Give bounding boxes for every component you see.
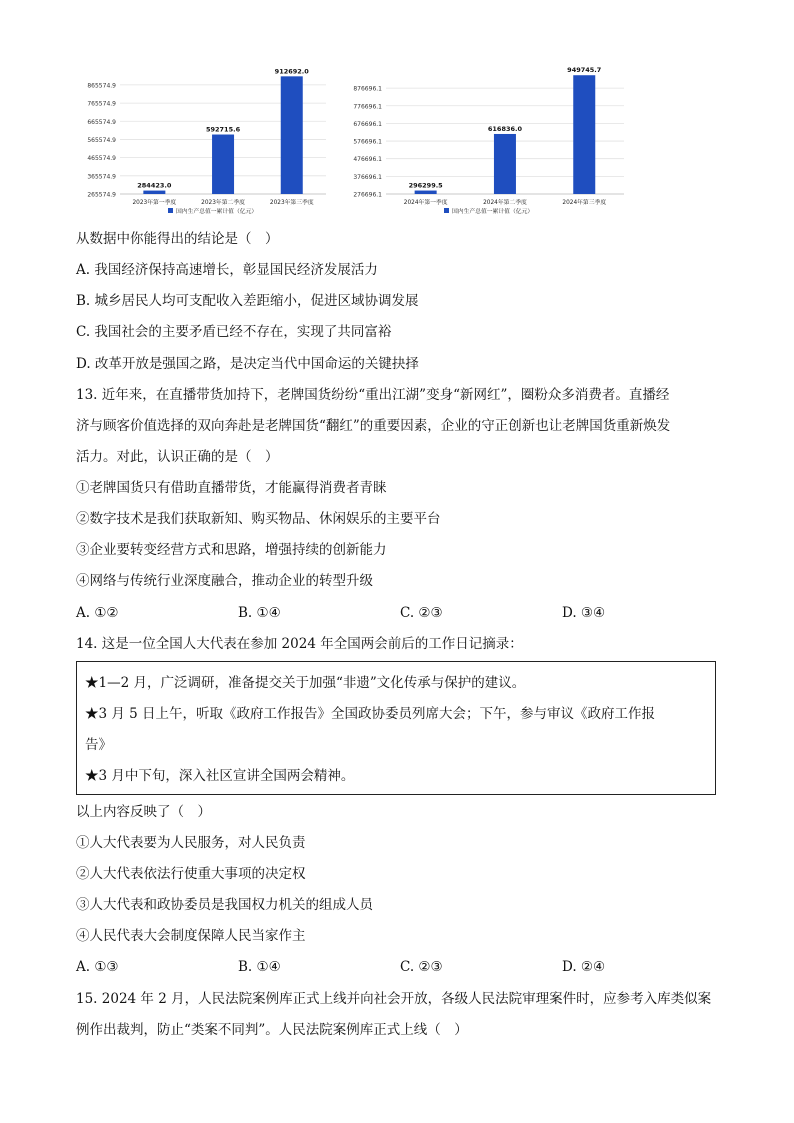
- q14-stem: 14. 这是一位全国人大代表在参加 2024 年全国两会前后的工作日记摘录：: [76, 636, 523, 652]
- y-tick-label: 776696.1: [353, 103, 382, 111]
- x-tick-label: 2024年第三季度: [562, 200, 607, 206]
- y-tick-label: 665574.9: [87, 118, 116, 126]
- q13-item-4: ④网络与传统行业深度融合，推动企业的转型升级: [76, 573, 373, 589]
- data-label: 949745.7: [567, 66, 602, 75]
- gdp-chart-2024: [342, 62, 634, 222]
- q12-option-d: D. 改革开放是强国之路，是决定当代中国命运的关键抉择: [76, 356, 419, 372]
- legend-swatch: [444, 208, 449, 213]
- y-tick-label: 465574.9: [87, 155, 116, 163]
- q12-option-c: C. 我国社会的主要矛盾已经不存在，实现了共同富裕: [76, 324, 392, 340]
- q12-stem: 从数据中你能得出的结论是（ ）: [76, 231, 279, 247]
- data-label: 284423.0: [137, 181, 172, 190]
- bar: [415, 191, 437, 194]
- q14-option-a: A. ①③: [76, 959, 119, 975]
- diary-entry-2-cont: 告》: [85, 737, 112, 753]
- q13-stem-line-1: 13. 近年来，在直播带货加持下，老牌国货纷纷“重出江湖”变身“新网红”，圈粉众多消费者。直播经: [76, 387, 670, 403]
- x-tick-label: 2023年第一季度: [132, 200, 177, 206]
- data-label: 296299.5: [408, 181, 443, 190]
- q14-option-d: D. ②④: [562, 959, 606, 975]
- diary-entry-2: ★3 月 5 日上午，听取《政府工作报告》全国政协委员列席大会；下午，参与审议《政府工作报: [85, 706, 656, 722]
- gdp-chart-2024-svg: [342, 62, 634, 222]
- q14-option-c: C. ②③: [400, 959, 443, 975]
- q13-option-a: A. ①②: [76, 605, 119, 621]
- gdp-chart-2023: [76, 62, 338, 222]
- y-tick-label: 365574.9: [87, 173, 116, 181]
- q14-item-1: ①人大代表要为人民服务，对人民负责: [76, 835, 306, 851]
- q14-item-3: ③人大代表和政协委员是我国权力机关的组成人员: [76, 897, 373, 913]
- q15-stem-line-2: 例作出裁判，防止“类案不同判”。人民法院案例库正式上线（ ）: [76, 1022, 468, 1038]
- gdp-chart-2023-svg: [76, 62, 338, 222]
- q14-item-2: ②人大代表依法行使重大事项的决定权: [76, 866, 306, 882]
- data-label: 616836.0: [487, 124, 523, 133]
- bar: [212, 135, 234, 194]
- x-tick-label: 2023年第三季度: [269, 200, 314, 206]
- q13-stem-line-3: 活力。对此，认识正确的是（ ）: [76, 449, 279, 465]
- q12-option-a: A. 我国经济保持高速增长，彰显国民经济发展活力: [76, 262, 378, 278]
- q12-option-b: B. 城乡居民人均可支配收入差距缩小，促进区域协调发展: [76, 293, 419, 309]
- y-tick-label: 876696.1: [353, 85, 382, 93]
- q14-question: 以上内容反映了（ ）: [76, 804, 211, 820]
- y-tick-label: 565574.9: [87, 136, 116, 144]
- q13-option-b: B. ①④: [238, 605, 281, 621]
- legend-label: 国内生产总值一累计值（亿元）: [176, 209, 258, 215]
- diary-excerpt-box: [76, 661, 716, 795]
- q13-item-3: ③企业要转变经营方式和思路，增强持续的创新能力: [76, 542, 387, 558]
- q13-item-1: ①老牌国货只有借助直播带货，才能赢得消费者青睐: [76, 480, 387, 496]
- data-label: 592715.6: [205, 125, 241, 134]
- y-tick-label: 476696.1: [353, 156, 382, 164]
- y-tick-label: 676696.1: [353, 120, 382, 128]
- q13-option-d: D. ③④: [562, 605, 606, 621]
- y-tick-label: 376696.1: [353, 173, 382, 181]
- diary-entry-3: ★3 月中下旬，深入社区宣讲全国两会精神。: [85, 768, 355, 784]
- y-tick-label: 276696.1: [353, 191, 382, 199]
- y-tick-label: 265574.9: [87, 191, 116, 199]
- q13-option-c: C. ②③: [400, 605, 443, 621]
- data-label: 912692.0: [274, 67, 309, 76]
- bar: [573, 75, 595, 194]
- q15-stem-line-1: 15. 2024 年 2 月，人民法院案例库正式上线并向社会开放，各级人民法院审理案件时，应参考入库类似案: [76, 991, 712, 1007]
- q14-option-b: B. ①④: [238, 959, 281, 975]
- bar: [494, 134, 516, 194]
- legend-swatch: [168, 208, 173, 213]
- x-tick-label: 2023年第二季度: [201, 200, 245, 206]
- y-tick-label: 576696.1: [353, 138, 382, 146]
- legend-label: 国内生产总值一累计值（亿元）: [452, 209, 534, 215]
- y-tick-label: 765574.9: [87, 100, 116, 108]
- q14-item-4: ④人民代表大会制度保障人民当家作主: [76, 928, 306, 944]
- x-tick-label: 2024年第一季度: [403, 200, 448, 206]
- diary-entry-1: ★1—2 月，广泛调研，准备提交关于加强“非遗”文化传承与保护的建议。: [85, 675, 526, 691]
- bar: [281, 76, 303, 194]
- x-tick-label: 2024年第二季度: [483, 200, 527, 206]
- q13-item-2: ②数字技术是我们获取新知、购买物品、休闲娱乐的主要平台: [76, 511, 441, 527]
- y-tick-label: 865574.9: [87, 82, 116, 90]
- bar: [143, 191, 165, 194]
- q13-stem-line-2: 济与顾客价值选择的双向奔赴是老牌国货“翻红”的重要因素，企业的守正创新也让老牌国货重新焕发: [76, 418, 671, 434]
